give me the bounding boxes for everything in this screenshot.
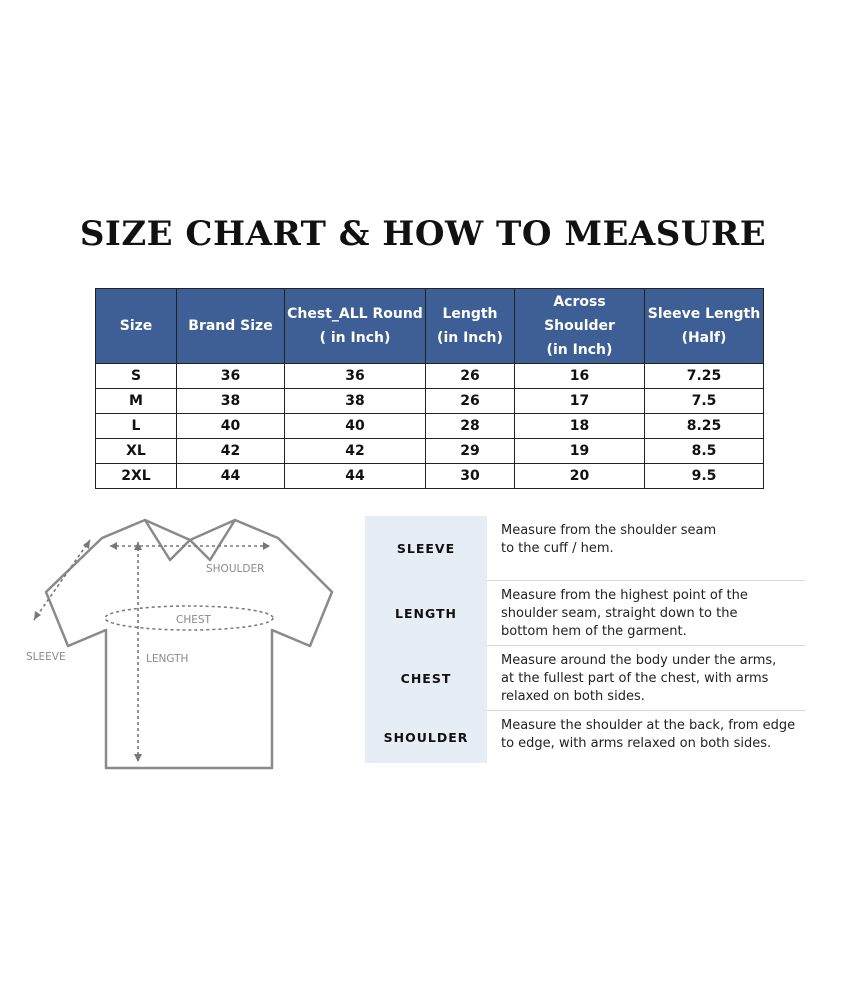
table-row: [96, 464, 764, 489]
cell-size: XL: [96, 439, 177, 464]
shirt-outline: [46, 520, 332, 768]
cell-sleeve-length: 9.5: [645, 464, 764, 489]
cell-across-shoulder: 16: [515, 364, 645, 389]
cell-across-shoulder: 17: [515, 389, 645, 414]
page-title: SIZE CHART & HOW TO MEASURE: [79, 214, 767, 254]
guide-row-shoulder: [365, 711, 805, 763]
cell-across-shoulder: 18: [515, 414, 645, 439]
measurement-guide: [365, 516, 805, 763]
guide-description: Measure from the shoulder seam to the cuff / hem.: [487, 516, 805, 581]
cell-size: 2XL: [96, 464, 177, 489]
table-row: [96, 389, 764, 414]
cell-brand-size: 42: [177, 439, 285, 464]
cell-chest: 36: [285, 364, 426, 389]
guide-description: Measure the shoulder at the back, from edge to edge, with arms relaxed on both sides.: [501, 718, 796, 751]
table-row: [96, 414, 764, 439]
header-length: Length (in Inch): [426, 289, 515, 364]
cell-chest: 44: [285, 464, 426, 489]
table-row: [96, 364, 764, 389]
cell-size: S: [96, 364, 177, 389]
cell-brand-size: 38: [177, 389, 285, 414]
sleeve-label: SLEEVE: [26, 651, 66, 663]
cell-sleeve-length: 8.5: [645, 439, 764, 464]
header-size: Size: [96, 289, 177, 364]
shoulder-label: SHOULDER: [206, 563, 265, 575]
cell-size: L: [96, 414, 177, 439]
guide-term: SHOULDER: [365, 711, 487, 763]
guide-row-chest: [365, 646, 805, 711]
guide-term: LENGTH: [365, 581, 487, 646]
header-chest: Chest_ALL Round ( in Inch): [285, 289, 426, 364]
cell-length: 26: [426, 364, 515, 389]
guide-term: CHEST: [365, 646, 487, 711]
cell-brand-size: 36: [177, 364, 285, 389]
cell-across-shoulder: 20: [515, 464, 645, 489]
cell-chest: 38: [285, 389, 426, 414]
cell-sleeve-length: 7.5: [645, 389, 764, 414]
guide-row-length: [365, 581, 805, 646]
table-row: [96, 439, 764, 464]
guide-term: SLEEVE: [365, 516, 487, 581]
cell-chest: 40: [285, 414, 426, 439]
shirt-measurement-diagram: [20, 512, 350, 782]
cell-brand-size: 44: [177, 464, 285, 489]
guide-row-sleeve: [365, 516, 805, 581]
size-chart-table: [95, 288, 764, 489]
cell-brand-size: 40: [177, 414, 285, 439]
cell-length: 29: [426, 439, 515, 464]
cell-length: 26: [426, 389, 515, 414]
guide-description: Measure around the body under the arms, at the fullest part of the chest, with arms relaxed on both sides.: [487, 646, 805, 711]
header-brand-size: Brand Size: [177, 289, 285, 364]
header-sleeve-length: Sleeve Length (Half): [645, 289, 764, 364]
cell-sleeve-length: 8.25: [645, 414, 764, 439]
cell-chest: 42: [285, 439, 426, 464]
guide-description: Measure from the highest point of the shoulder seam, straight down to the bottom hem of the garment.: [487, 581, 805, 646]
length-label: LENGTH: [146, 653, 189, 665]
cell-length: 30: [426, 464, 515, 489]
cell-across-shoulder: 19: [515, 439, 645, 464]
cell-length: 28: [426, 414, 515, 439]
chest-label: CHEST: [176, 614, 211, 626]
header-across-shoulder: Across Shoulder (in Inch): [515, 289, 645, 364]
cell-sleeve-length: 7.25: [645, 364, 764, 389]
cell-size: M: [96, 389, 177, 414]
table-header-row: [96, 289, 764, 364]
